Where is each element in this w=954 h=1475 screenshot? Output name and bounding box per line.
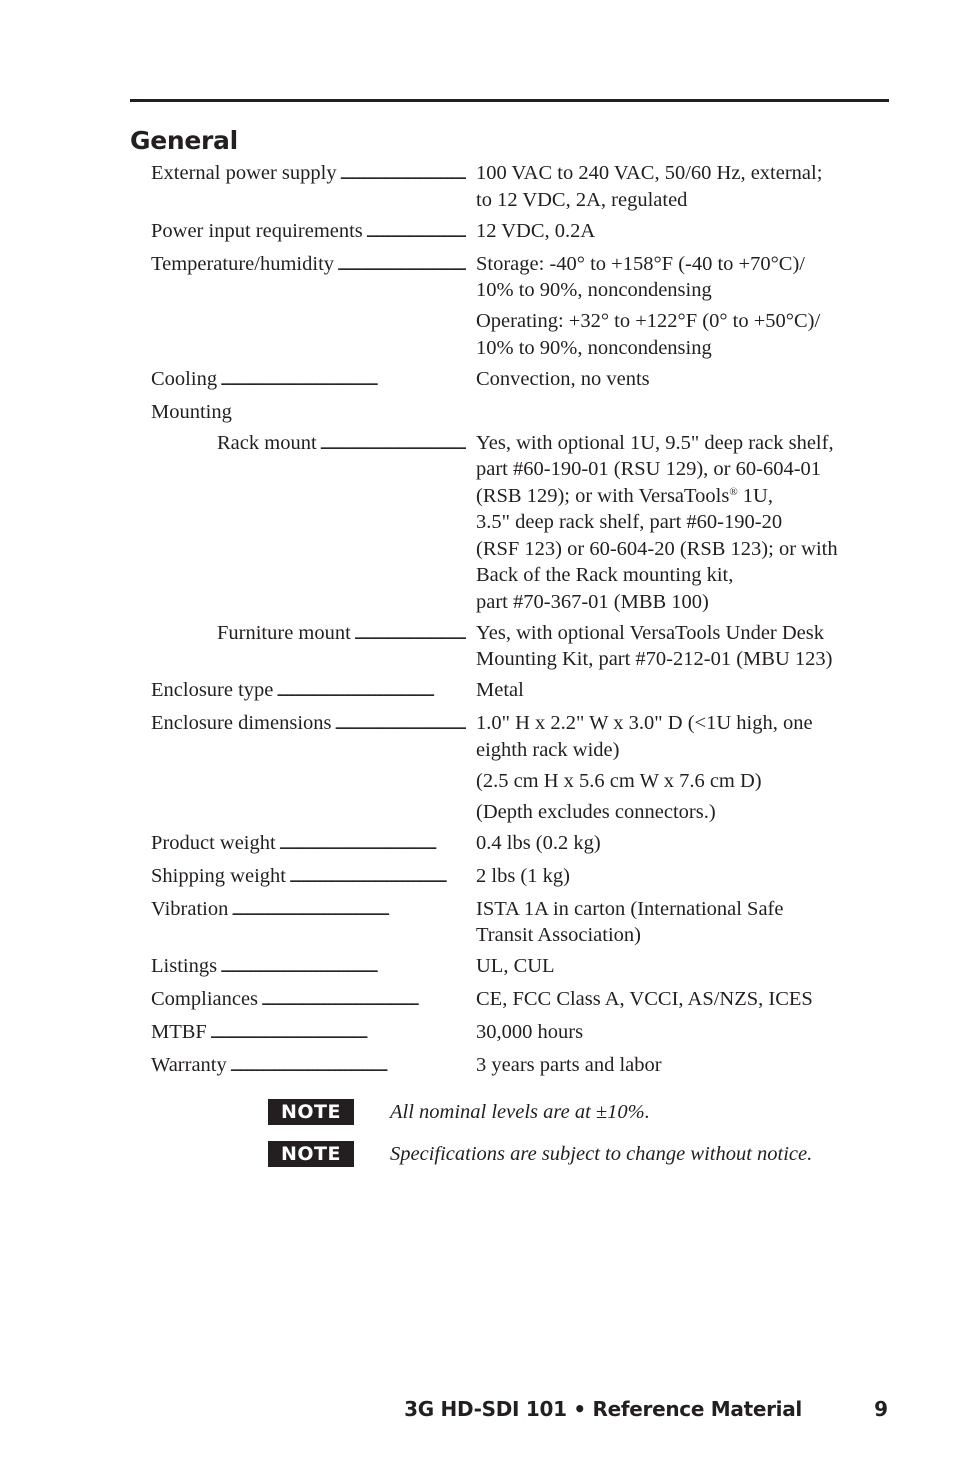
spec-value-line: Yes, with optional VersaTools Under Desk (476, 621, 824, 644)
spec-label-cell (0, 953, 466, 982)
spec-label-cell (0, 160, 466, 213)
spec-value (466, 896, 896, 949)
spec-label: MTBF (151, 1021, 207, 1043)
spec-label: Listings (151, 955, 218, 977)
dot-leader (276, 677, 466, 706)
spec-value (466, 953, 896, 982)
dot-leader (230, 1052, 466, 1081)
spec-row (0, 218, 954, 247)
spec-value-line: CE, FCC Class A, VCCI, AS/NZS, ICES (476, 988, 813, 1010)
spec-label-cell (0, 677, 466, 706)
spec-label: Cooling (151, 367, 218, 390)
footer-title: 3G HD-SDI 101 • Reference Material (404, 1397, 802, 1421)
spec-value-paragraph (476, 430, 896, 616)
spec-label-cell (0, 863, 466, 892)
spec-label: Product weight (151, 831, 276, 854)
spec-table (0, 160, 954, 1081)
note-badge: NOTE (268, 1099, 354, 1125)
spec-value-line: 10% to 90%, noncondensing (476, 336, 712, 359)
spec-value (466, 1019, 896, 1048)
spec-value-line: to 12 VDC, 2A, regulated (476, 188, 688, 211)
spec-value (466, 677, 896, 706)
dot-leader (366, 218, 466, 247)
spec-value (466, 430, 896, 616)
spec-value-line: Mounting Kit, part #70-212-01 (MBU 123) (476, 648, 833, 670)
spec-value-paragraph (476, 366, 896, 393)
spec-value-paragraph (476, 799, 896, 826)
note (268, 1098, 812, 1126)
spec-value-line: (Depth excludes connectors.) (476, 800, 716, 823)
spec-label: External power supply (151, 162, 337, 184)
spec-value-paragraph (476, 768, 896, 795)
spec-value-line: Back of the Rack mounting kit, (476, 564, 734, 586)
spec-label: Enclosure dimensions (151, 712, 332, 734)
spec-value-line: 3.5" deep rack shelf, part #60-190-20 (476, 511, 783, 533)
spec-label-cell (0, 710, 466, 825)
spec-value (466, 830, 896, 859)
dot-leader (289, 863, 466, 892)
spec-value-line: (RSF 123) or 60-604-20 (RSB 123); or with (476, 537, 838, 560)
spec-value-line: Operating: +32° to +122°F (0° to +50°C)/ (476, 310, 821, 332)
spec-label: Enclosure type (151, 679, 274, 701)
spec-value-line: eighth rack wide) (476, 738, 620, 761)
spec-value (466, 986, 896, 1015)
note-badge: NOTE (268, 1141, 354, 1167)
spec-value-line: 100 VAC to 240 VAC, 50/60 Hz, external; (476, 162, 823, 184)
spec-row (0, 251, 954, 362)
spec-value-line: (2.5 cm H x 5.6 cm W x 7.6 cm D) (476, 769, 762, 792)
dot-leader (354, 620, 466, 649)
spec-value-paragraph (476, 620, 896, 673)
spec-label: Mounting (151, 400, 232, 423)
spec-value-line: 1.0" H x 2.2" W x 3.0" D (<1U high, one (476, 712, 813, 734)
spec-row (0, 399, 954, 426)
spec-value-line: Metal (476, 679, 524, 701)
spec-value-line: Storage: -40° to +158°F (-40 to +70°C)/ (476, 252, 806, 275)
spec-label: Compliances (151, 988, 259, 1010)
spec-value-line: 0.4 lbs (0.2 kg) (476, 831, 601, 854)
spec-label: Rack mount (217, 431, 317, 454)
spec-value-paragraph (476, 863, 896, 890)
spec-row (0, 710, 954, 825)
spec-row (0, 986, 954, 1015)
note-text: All nominal levels are at ±10%. (390, 1100, 650, 1123)
spec-label-cell (0, 830, 466, 859)
dot-leader (340, 160, 466, 189)
spec-value (466, 366, 896, 395)
spec-label-cell (0, 366, 466, 395)
note-text: Specifications are subject to change without notice. (390, 1142, 813, 1165)
spec-value-paragraph (476, 160, 896, 213)
spec-label-cell (0, 1019, 466, 1048)
spec-row (0, 1052, 954, 1081)
spec-value-paragraph (476, 986, 896, 1013)
spec-value-line: 30,000 hours (476, 1021, 584, 1043)
spec-row (0, 160, 954, 213)
spec-value-paragraph (476, 710, 896, 763)
notes (268, 1098, 812, 1182)
dot-leader (220, 366, 466, 395)
spec-value (466, 1052, 896, 1081)
spec-value-line: part #70-367-01 (MBB 100) (476, 590, 709, 613)
dot-leader (210, 1019, 466, 1048)
dot-leader (261, 986, 466, 1015)
spec-row (0, 620, 954, 673)
dot-leader (337, 251, 466, 280)
dot-leader (279, 830, 466, 859)
spec-row (0, 1019, 954, 1048)
spec-label: Vibration (151, 897, 229, 920)
spec-label-cell (0, 620, 466, 673)
spec-value-line: Transit Association) (476, 924, 641, 946)
spec-label: Warranty (151, 1054, 227, 1076)
dot-leader (220, 953, 466, 982)
spec-row (0, 430, 954, 616)
spec-label-cell (0, 251, 466, 362)
dot-leader (231, 896, 466, 925)
spec-value-line: part #60-190-01 (RSU 129), or 60-604-01 (476, 458, 822, 480)
spec-label-cell (0, 430, 466, 616)
spec-value-paragraph (476, 308, 896, 361)
spec-value (466, 160, 896, 213)
spec-label-cell (0, 1052, 466, 1081)
spec-row (0, 896, 954, 949)
top-rule (130, 99, 889, 102)
spec-value-line: 12 VDC, 0.2A (476, 219, 596, 242)
spec-value-line: (RSB 129); or with VersaTools® 1U, (476, 484, 773, 507)
dot-leader (320, 430, 466, 459)
spec-label-cell (0, 399, 466, 426)
spec-value-paragraph (476, 1052, 896, 1079)
registered-mark: ® (729, 485, 738, 498)
spec-value-paragraph (476, 677, 896, 704)
spec-value-paragraph (476, 218, 896, 245)
spec-value (466, 251, 896, 362)
spec-value-paragraph (476, 830, 896, 857)
spec-label: Power input requirements (151, 219, 363, 242)
spec-row (0, 677, 954, 706)
spec-row (0, 863, 954, 892)
spec-value-line: 10% to 90%, noncondensing (476, 279, 712, 301)
spec-label-cell (0, 986, 466, 1015)
spec-value (466, 218, 896, 247)
spec-value-paragraph (476, 1019, 896, 1046)
spec-value-paragraph (476, 896, 896, 949)
spec-value-paragraph (476, 953, 896, 980)
section-title: General (130, 126, 238, 155)
spec-value-line: UL, CUL (476, 955, 555, 977)
note (268, 1140, 812, 1168)
spec-label: Furniture mount (217, 621, 351, 644)
spec-row (0, 830, 954, 859)
page-number: 9 (874, 1397, 888, 1421)
spec-value (466, 863, 896, 892)
spec-value-line: 3 years parts and labor (476, 1054, 662, 1076)
spec-label-cell (0, 896, 466, 949)
spec-value (466, 620, 896, 673)
spec-value-paragraph (476, 251, 896, 304)
spec-value-line: Convection, no vents (476, 367, 650, 390)
spec-label: Temperature/humidity (151, 252, 335, 275)
spec-value (466, 710, 896, 825)
spec-row (0, 953, 954, 982)
dot-leader (335, 710, 467, 739)
spec-label: Shipping weight (151, 864, 286, 887)
spec-value-line: ISTA 1A in carton (International Safe (476, 897, 784, 920)
spec-value-line: Yes, with optional 1U, 9.5" deep rack shelf, (476, 431, 834, 454)
spec-value (466, 399, 896, 426)
spec-value-line: 2 lbs (1 kg) (476, 864, 570, 887)
spec-label-cell (0, 218, 466, 247)
spec-row (0, 366, 954, 395)
